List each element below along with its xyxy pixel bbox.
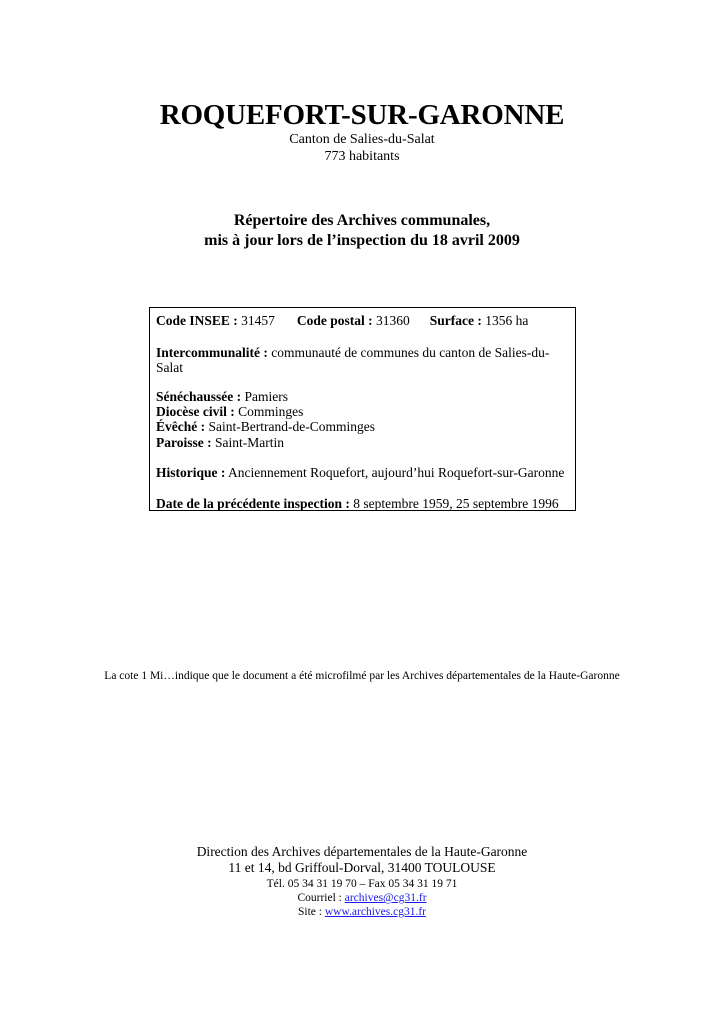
code-insee-value: 31457 <box>237 313 275 328</box>
paroisse-value: Saint-Martin <box>211 435 284 450</box>
email-link[interactable]: archives@cg31.fr <box>344 892 427 904</box>
diocese-value: Comminges <box>234 404 304 419</box>
population-text: 773 habitants <box>324 149 400 164</box>
intercommunalite-row <box>156 345 549 361</box>
intercommunalite-label: Intercommunalité : <box>156 345 268 360</box>
senechaussee-value: Pamiers <box>241 389 288 404</box>
eveche-label: Évêché : <box>156 419 206 434</box>
diocese-row <box>156 404 303 420</box>
paroisse-row <box>156 435 284 451</box>
footer-address: 11 et 14, bd Griffoul-Dorval, 31400 TOULOUSE <box>228 860 496 875</box>
surface-value: 1356 ha <box>481 313 529 328</box>
microfilm-note: La cote 1 Mi…indique que le document a été microfilmé par les Archives départementales de la Haute-Garonne <box>104 670 620 682</box>
eveche-row <box>156 419 375 435</box>
canton-text: Canton de Salies-du-Salat <box>289 132 435 147</box>
inspection-value: 8 septembre 1959, 25 septembre 1996 <box>349 496 559 511</box>
inspection-row <box>156 496 559 512</box>
repertoire-heading-line2: mis à jour lors de l’inspection du 18 avril 2009 <box>204 232 520 249</box>
historique-row <box>156 465 564 481</box>
intercommunalite-value-cont: Salat <box>156 360 183 375</box>
codes-row <box>156 313 528 329</box>
footer-site-line <box>0 905 724 919</box>
senechaussee-label: Sénéchaussée : <box>156 389 242 404</box>
commune-info-box <box>149 307 576 511</box>
page-title: ROQUEFORT-SUR-GARONNE <box>159 99 565 131</box>
footer-institution: Direction des Archives départementales de la Haute-Garonne <box>196 844 528 859</box>
historique-value: Anciennement Roquefort, aujourd’hui Roquefort-sur-Garonne <box>225 465 565 480</box>
site-label: Site : <box>298 906 325 918</box>
inspection-label: Date de la précédente inspection : <box>156 496 350 511</box>
code-insee-label: Code INSEE : <box>156 313 238 328</box>
intercommunalite-row-cont <box>156 360 183 376</box>
surface-label: Surface : <box>429 313 482 328</box>
intercommunalite-value: communauté de communes du canton de Salies-du- <box>267 345 550 360</box>
footer-email-line <box>0 891 724 905</box>
paroisse-label: Paroisse : <box>156 435 212 450</box>
repertoire-heading-line1: Répertoire des Archives communales, <box>233 212 491 229</box>
footer-phone-fax: Tél. 05 34 31 19 70 – Fax 05 34 31 19 71 <box>266 878 458 890</box>
code-postal-label: Code postal : <box>296 313 373 328</box>
historique-label: Historique : <box>156 465 226 480</box>
diocese-label: Diocèse civil : <box>156 404 235 419</box>
senechaussee-row <box>156 389 288 405</box>
eveche-value: Saint-Bertrand-de-Comminges <box>205 419 375 434</box>
code-postal-value: 31360 <box>372 313 410 328</box>
email-label: Courriel : <box>297 892 345 904</box>
website-link[interactable]: www.archives.cg31.fr <box>324 906 426 918</box>
